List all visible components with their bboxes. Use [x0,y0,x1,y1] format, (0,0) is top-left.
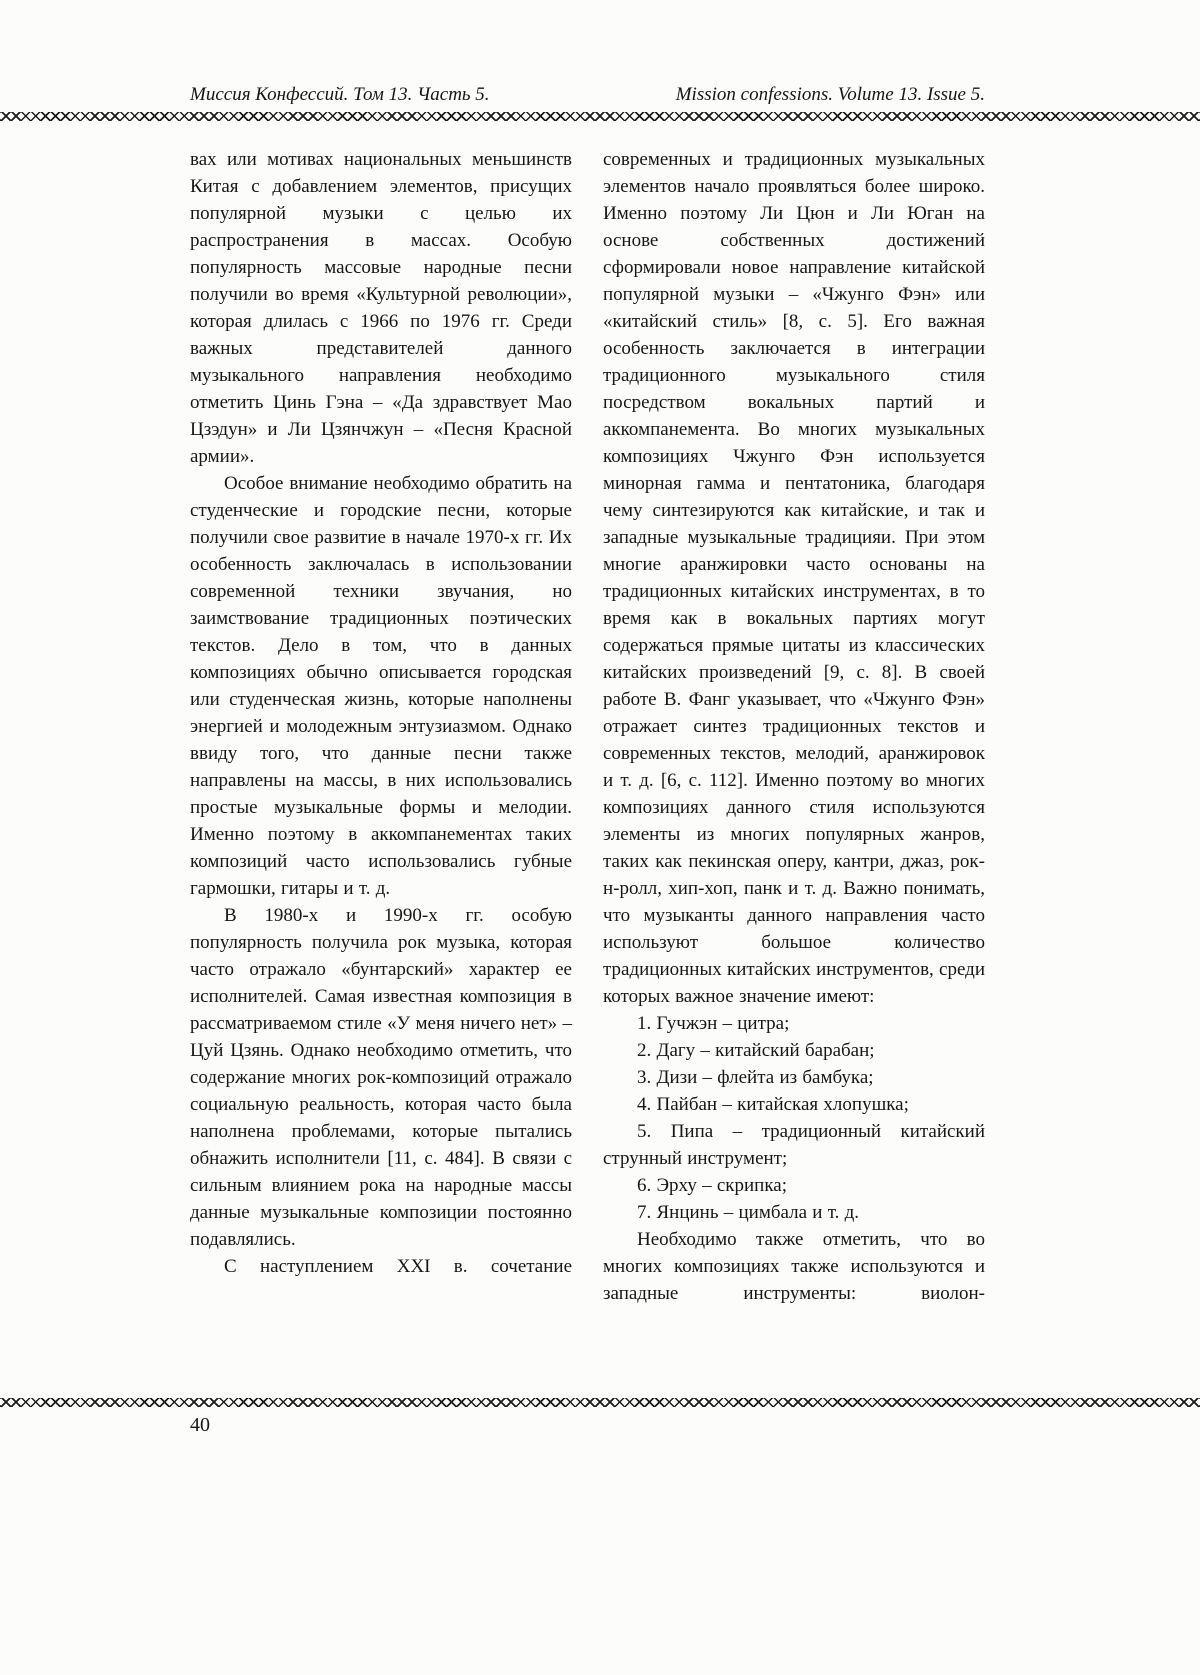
text-column-right [603,146,985,1307]
ornamental-divider-top [0,112,1200,121]
running-head-right: Mission confessions. Volume 13. Issue 5. [675,84,985,105]
running-head [190,84,985,106]
paragraph: С наступлением XXI в. сочетание [224,1256,572,1277]
list-item: 5. Пипа – традиционный китайский струнный инструмент; [603,1121,985,1169]
list-item: 3. Дизи – флейта из бамбука; [637,1067,874,1088]
article-body [190,146,985,1307]
ornamental-divider-bottom [0,1398,1200,1407]
list-item: 6. Эрху – скрипка; [637,1175,787,1196]
text-column-left [190,146,572,1307]
list-item: 4. Пайбан – китайская хлопушка; [637,1094,909,1115]
paragraph: Особое внимание необходимо обратить на студенческие и городские песни, которые получили свое развитие в начале 1970-х гг. Их особенность заключалась в использовании современной техники звучания, но заимствование традиционных поэтических текстов. Дело в том, что в данных композициях обычно описывается городская или студенческая жизнь, которые наполнены энергией и молодежным энтузиазмом. Однако ввиду того, что данные песни также направлены на массы, в них использовались простые музыкальные формы и мелодии. Именно поэтому в аккомпанементах таких композиций часто использовались губные гармошки, гитары и т. д. [190,473,572,899]
page-number: 40 [190,1414,210,1436]
list-item: 1. Гучжэн – цитра; [637,1013,790,1034]
paragraph: вах или мотивах национальных меньшинств Китая с добавлением элементов, присущих популярной музыки с целью их распространения в массах. Особую популярность массовые народные песни получили во время «Культурной революции», которая длилась с 1966 по 1976 гг. Среди важных представителей данного музыкального направления необходимо отметить Цинь Гэна – «Да здравствует Мао Цзэдун» и Ли Цзянчжун – «Песня Красной армии». [190,149,572,467]
paragraph: В 1980-х и 1990-х гг. особую популярность получила рок музыка, которая часто отражало «бунтарский» характер ее исполнителей. Самая известная композиция в рассматриваемом стиле «У меня ничего нет» – Цуй Цзянь. Однако необходимо отметить, что содержание многих рок-композиций отражало социальную реальность, которая часто была наполнена проблемами, которые пытались обнажить исполнители [11, с. 484]. В связи с сильным влиянием рока на народные массы данные музыкальные композиции постоянно подавлялись. [190,905,572,1250]
paragraph: Необходимо также отметить, что во многих композициях также используются и западные инструменты: виолон- [603,1229,985,1304]
list-item: 7. Янцинь – цимбала и т. д. [637,1202,860,1223]
list-item: 2. Дагу – китайский барабан; [637,1040,875,1061]
running-head-left: Миссия Конфессий. Том 13. Часть 5. [190,84,490,105]
paragraph: современных и традиционных музыкальных элементов начало проявляться более широко. Именно поэтому Ли Цюн и Ли Юган на основе собственных достижений сформировали новое направление китайской популярной музыки – «Чжунго Фэн» или «китайский стиль» [8, с. 5]. Его важная особенность заключается в интеграции традиционного музыкального стиля посредством вокальных партий и аккомпанемента. Во многих музыкальных композициях Чжунго Фэн используется минорная гамма и пентатоника, благодаря чему синтезируются как китайские, и так и западные музыкальные традицияи. При этом многие аранжировки часто основаны на традиционных китайских инструментах, в то время как в вокальных партиях могут содержаться прямые цитаты из классических китайских произведений [9, с. 8]. В своей работе В. Фанг указывает, что «Чжунго Фэн» отражает синтез традиционных текстов и современных текстов, мелодий, аранжировок и т. д. [6, с. 112]. Именно поэтому во многих композициях данного стиля используются элементы из многих популярных жанров, таких как пекинская оперу, кантри, джаз, рок-н-ролл, хип-хоп, панк и т. д. Важно понимать, что музыканты данного направления часто используют большое количество традиционных китайских инструментов, среди которых важное значение имеют: [603,149,986,1007]
